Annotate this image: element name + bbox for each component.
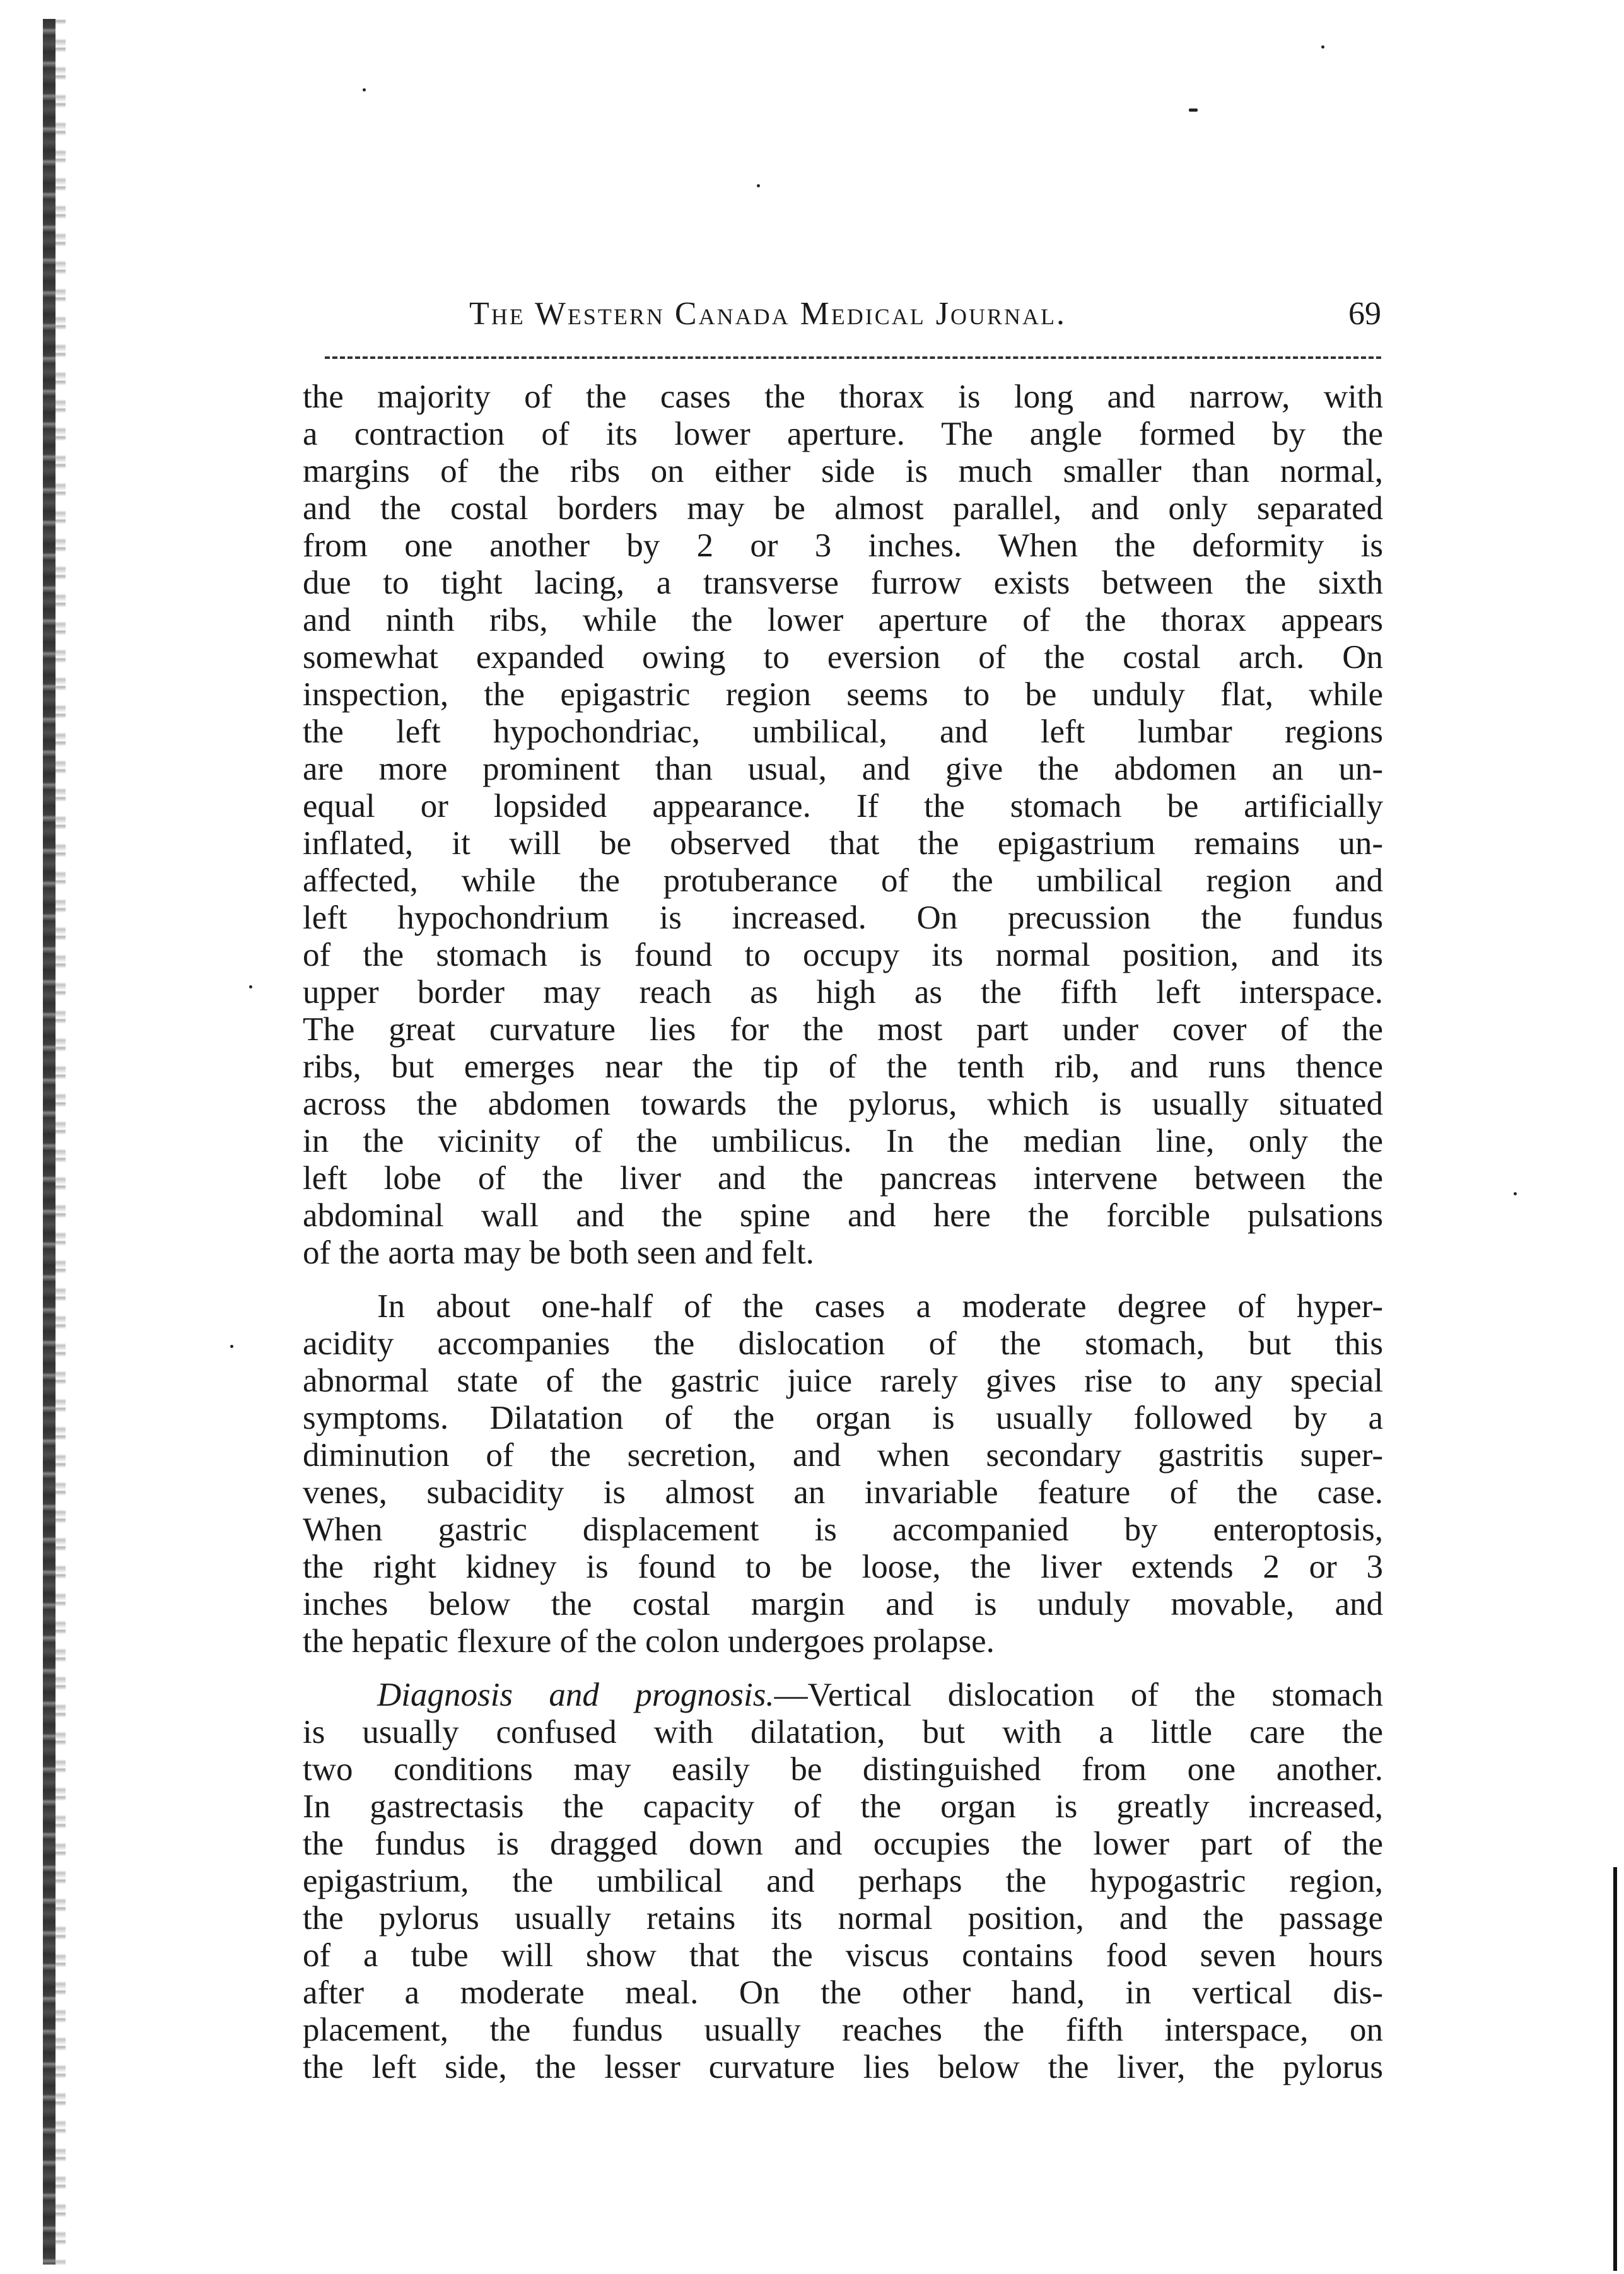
text-line: and the costal borders may be almost parallel, and only separated: [303, 490, 1383, 527]
text-line: the left side, the lesser curvature lies below the liver, the pylorus: [303, 2049, 1383, 2085]
scan-right-edge: [1613, 1867, 1617, 2271]
paragraph-hyperacidity: [303, 1288, 1383, 1660]
scan-speck: [757, 184, 760, 187]
text-line: two conditions may easily be distinguished from one another.: [303, 1751, 1383, 1788]
text-line: the pylorus usually retains its normal position, and the passage: [303, 1900, 1383, 1937]
scan-speck: [249, 985, 252, 988]
text-line-rest: —Vertical dislocation of the stomach: [774, 1677, 1383, 1713]
text-line: inflated, it will be observed that the epigastrium remains un-: [303, 825, 1383, 862]
text-line: upper border may reach as high as the fifth left interspace.: [303, 974, 1383, 1011]
header-rule: [325, 356, 1381, 359]
text-line: [303, 1677, 1383, 1714]
text-line: inches below the costal margin and is unduly movable, and: [303, 1586, 1383, 1622]
text-line: In gastrectasis the capacity of the organ is greatly increased,: [303, 1788, 1383, 1825]
scan-binding-edge: [43, 19, 55, 2265]
text-line: of the aorta may be both seen and felt.: [303, 1234, 814, 1271]
text-line: placement, the fundus usually reaches the fifth interspace, on: [303, 2012, 1383, 2048]
text-line: from one another by 2 or 3 inches. When the deformity is: [303, 527, 1383, 564]
text-line: diminution of the secretion, and when secondary gastritis super-: [303, 1437, 1383, 1474]
scan-speck: [230, 1345, 233, 1348]
scan-speck: [1321, 45, 1324, 49]
section-lead: Diagnosis and prognosis.: [377, 1677, 774, 1713]
text-line: symptoms. Dilatation of the organ is usually followed by a: [303, 1400, 1383, 1436]
text-line: after a moderate meal. On the other hand, in vertical dis-: [303, 1974, 1383, 2011]
scan-speck: [1514, 1192, 1517, 1195]
text-line: is usually confused with dilatation, but with a little care the: [303, 1714, 1383, 1750]
text-line: of the stomach is found to occupy its normal position, and its: [303, 937, 1383, 973]
text-line: the hepatic flexure of the colon undergoes prolapse.: [303, 1623, 995, 1660]
text-line: abdominal wall and the spine and here the forcible pulsations: [303, 1197, 1383, 1234]
text-line: margins of the ribs on either side is much smaller than normal,: [303, 453, 1383, 489]
text-line: epigastrium, the umbilical and perhaps the hypogastric region,: [303, 1863, 1383, 1899]
text-line: the fundus is dragged down and occupies the lower part of the: [303, 1826, 1383, 1862]
text-line: due to tight lacing, a transverse furrow exists between the sixth: [303, 565, 1383, 601]
page-number: 69: [1348, 296, 1381, 332]
text-line: somewhat expanded owing to eversion of the costal arch. On: [303, 639, 1383, 676]
text-line: abnormal state of the gastric juice rarely gives rise to any special: [303, 1363, 1383, 1399]
paragraph-diagnosis: [303, 1677, 1383, 2086]
text-line: inspection, the epigastric region seems to be unduly flat, while: [303, 676, 1383, 713]
scan-speck: [1189, 108, 1198, 112]
text-line: are more prominent than usual, and give the abdomen an un-: [303, 751, 1383, 787]
text-line: In about one-half of the cases a moderate degree of hyper-: [377, 1288, 1383, 1325]
page-header: [304, 295, 1381, 346]
text-line: the right kidney is found to be loose, the liver extends 2 or 3: [303, 1549, 1383, 1585]
text-line: acidity accompanies the dislocation of the stomach, but this: [303, 1325, 1383, 1362]
text-line: of a tube will show that the viscus contains food seven hours: [303, 1937, 1383, 1974]
text-line: left lobe of the liver and the pancreas intervene between the: [303, 1160, 1383, 1197]
text-line: The great curvature lies for the most part under cover of the: [303, 1011, 1383, 1048]
running-head: The Western Canada Medical Journal.: [469, 296, 1067, 332]
scan-speck: [363, 88, 366, 91]
text-line: a contraction of its lower aperture. The angle formed by the: [303, 416, 1383, 452]
text-line: affected, while the protuberance of the umbilical region and: [303, 862, 1383, 899]
text-line: When gastric displacement is accompanied by enteroptosis,: [303, 1511, 1383, 1548]
text-line: the majority of the cases the thorax is long and narrow, with: [303, 378, 1383, 415]
paragraph-thorax: [303, 378, 1383, 1272]
text-line: ribs, but emerges near the tip of the tenth rib, and runs thence: [303, 1048, 1383, 1085]
text-line: venes, subacidity is almost an invariable feature of the case.: [303, 1474, 1383, 1511]
text-line: in the vicinity of the umbilicus. In the median line, only the: [303, 1123, 1383, 1159]
text-line: equal or lopsided appearance. If the stomach be artificially: [303, 788, 1383, 824]
text-line: the left hypochondriac, umbilical, and left lumbar regions: [303, 713, 1383, 750]
text-line: across the abdomen towards the pylorus, which is usually situated: [303, 1086, 1383, 1122]
text-line: and ninth ribs, while the lower aperture of the thorax appears: [303, 602, 1383, 638]
text-line: left hypochondrium is increased. On precussion the fundus: [303, 900, 1383, 936]
article-body: [303, 378, 1383, 2086]
scan-binding-fray: [55, 19, 66, 2265]
